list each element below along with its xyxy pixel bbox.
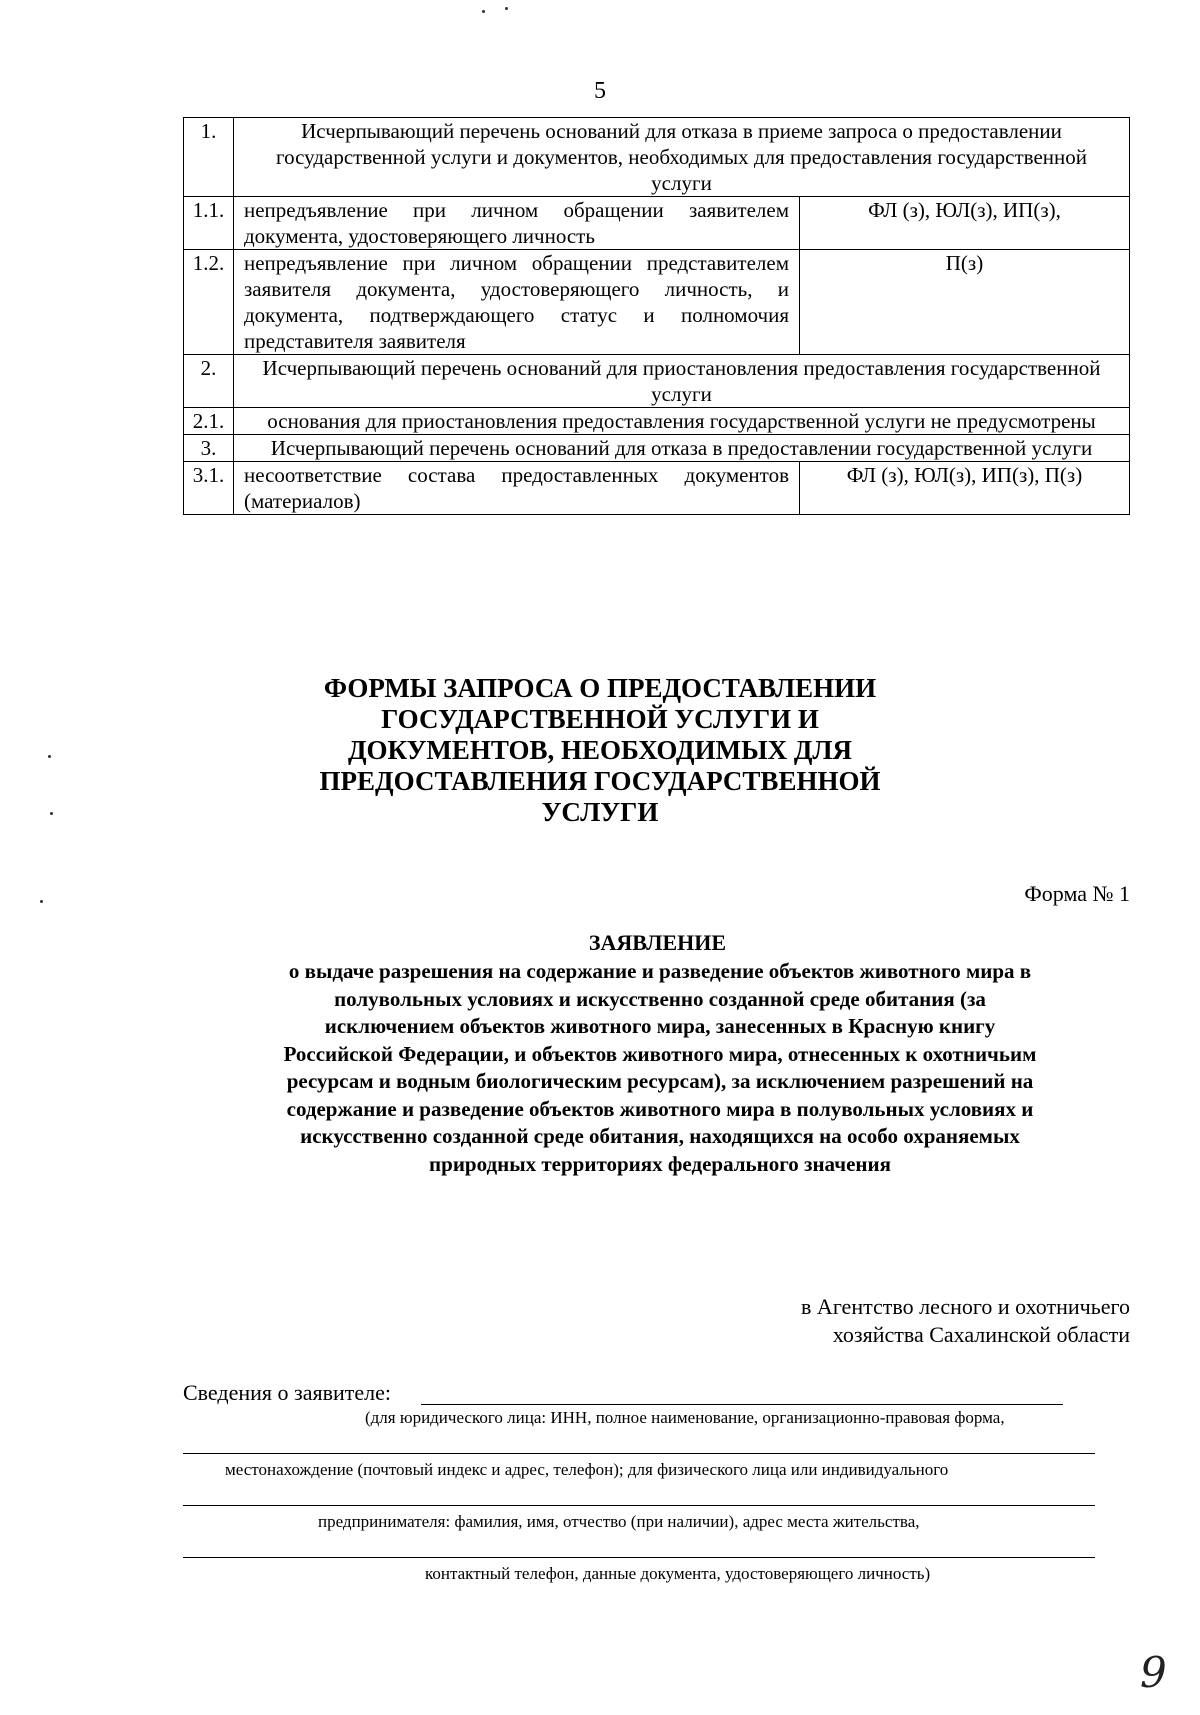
table-row: [184, 408, 1130, 435]
recipient-line-2: хозяйства Сахалинской области: [832, 1322, 1130, 1347]
row-number: 2.: [184, 355, 234, 408]
fill-line[interactable]: [183, 1452, 1095, 1454]
recipient-block: [710, 1293, 1130, 1349]
section-heading: Исчерпывающий перечень оснований для приостановления предоставления государственной услуги: [234, 355, 1130, 408]
scan-speck: [48, 755, 51, 758]
row-number: 2.1.: [184, 408, 234, 435]
table-row: [184, 197, 1130, 250]
row-number: 3.1.: [184, 462, 234, 515]
scan-speck: [40, 900, 43, 903]
applicant-categories: П(з): [800, 250, 1130, 355]
section-heading: Исчерпывающий перечень оснований для отказа в предоставлении государственной услуги: [234, 435, 1130, 462]
row-number: 1.2.: [184, 250, 234, 355]
applicant-hint-2: местонахождение (почтовый индекс и адрес, телефон); для физического лица или индивидуального: [225, 1460, 949, 1479]
fill-line[interactable]: [183, 1556, 1095, 1558]
page-number: 5: [594, 78, 606, 104]
scan-speck: [482, 10, 485, 13]
row-number: 3.: [184, 435, 234, 462]
forms-section-title: ФОРМЫ ЗАПРОСА О ПРЕДОСТАВЛЕНИИ ГОСУДАРСТВЕННОЙ УСЛУГИ И ДОКУМЕНТОВ, НЕОБХОДИМЫХ ДЛЯ ПРЕДОСТАВЛЕНИЯ ГОСУДАРСТВЕННОЙ УСЛУГИ: [319, 673, 881, 827]
applicant-hint-3: предпринимателя: фамилия, имя, отчество (при наличии), адрес места жительства,: [318, 1512, 920, 1531]
scan-speck: [505, 7, 508, 10]
row-number: 1.: [184, 118, 234, 197]
recipient-line-1: в Агентство лесного и охотничьего: [801, 1294, 1130, 1319]
applicant-hint-4: контактный телефон, данные документа, удостоверяющего личность): [425, 1564, 931, 1583]
applicant-categories: ФЛ (з), ЮЛ(з), ИП(з), П(з): [800, 462, 1130, 515]
table-row: [184, 355, 1130, 408]
table-row: [184, 435, 1130, 462]
applicant-info-label: Сведения о заявителе:: [183, 1380, 392, 1405]
applicant-info-row: [183, 1380, 1063, 1408]
ground-description: непредъявление при личном обращении представителем заявителя документа, удостоверяющего личность, и документа, подтверждающего статус и полномочия представителя заявителя: [234, 250, 800, 355]
table-row: [184, 462, 1130, 515]
row-number: 1.1.: [184, 197, 234, 250]
ground-description: несоответствие состава предоставленных документов (материалов): [234, 462, 800, 515]
ground-description: основания для приостановления предоставления государственной услуги не предусмотрены: [234, 408, 1130, 435]
statement-subtitle: о выдаче разрешения на содержание и разведение объектов животного мира в полувольных условиях и искусственно созданной среде обитания (за исключением объектов животного мира, занесенных в Красную книгу Российской Федерации, и объектов животного мира, отнесенных к охотничьим ресурсам и водным биологическим ресурсам), за исключением разрешений на содержание и разведение объектов животного мира в полувольных условиях и искусственно созданной среде обитания, находящихся на особо охраняемых природных территориях федерального значения: [283, 959, 1037, 1176]
handwritten-page-mark: 9: [1140, 1648, 1167, 1697]
applicant-categories: ФЛ (з), ЮЛ(з), ИП(з),: [800, 197, 1130, 250]
grounds-table: [183, 117, 1130, 515]
table-row: [184, 250, 1130, 355]
form-number: Форма № 1: [1024, 881, 1130, 906]
scan-speck: [50, 812, 53, 815]
applicant-info-fill-line[interactable]: [421, 1403, 1063, 1405]
applicant-hint-1: (для юридического лица: ИНН, полное наименование, организационно-правовая форма,: [365, 1408, 1005, 1427]
table-row: [184, 118, 1130, 197]
statement-title: ЗАЯВЛЕНИЕ: [588, 930, 727, 955]
ground-description: непредъявление при личном обращении заявителем документа, удостоверяющего личность: [234, 197, 800, 250]
section-heading: Исчерпывающий перечень оснований для отказа в приеме запроса о предоставлении государственной услуги и документов, необходимых для предоставления государственной услуги: [234, 118, 1130, 197]
fill-line[interactable]: [183, 1504, 1095, 1506]
